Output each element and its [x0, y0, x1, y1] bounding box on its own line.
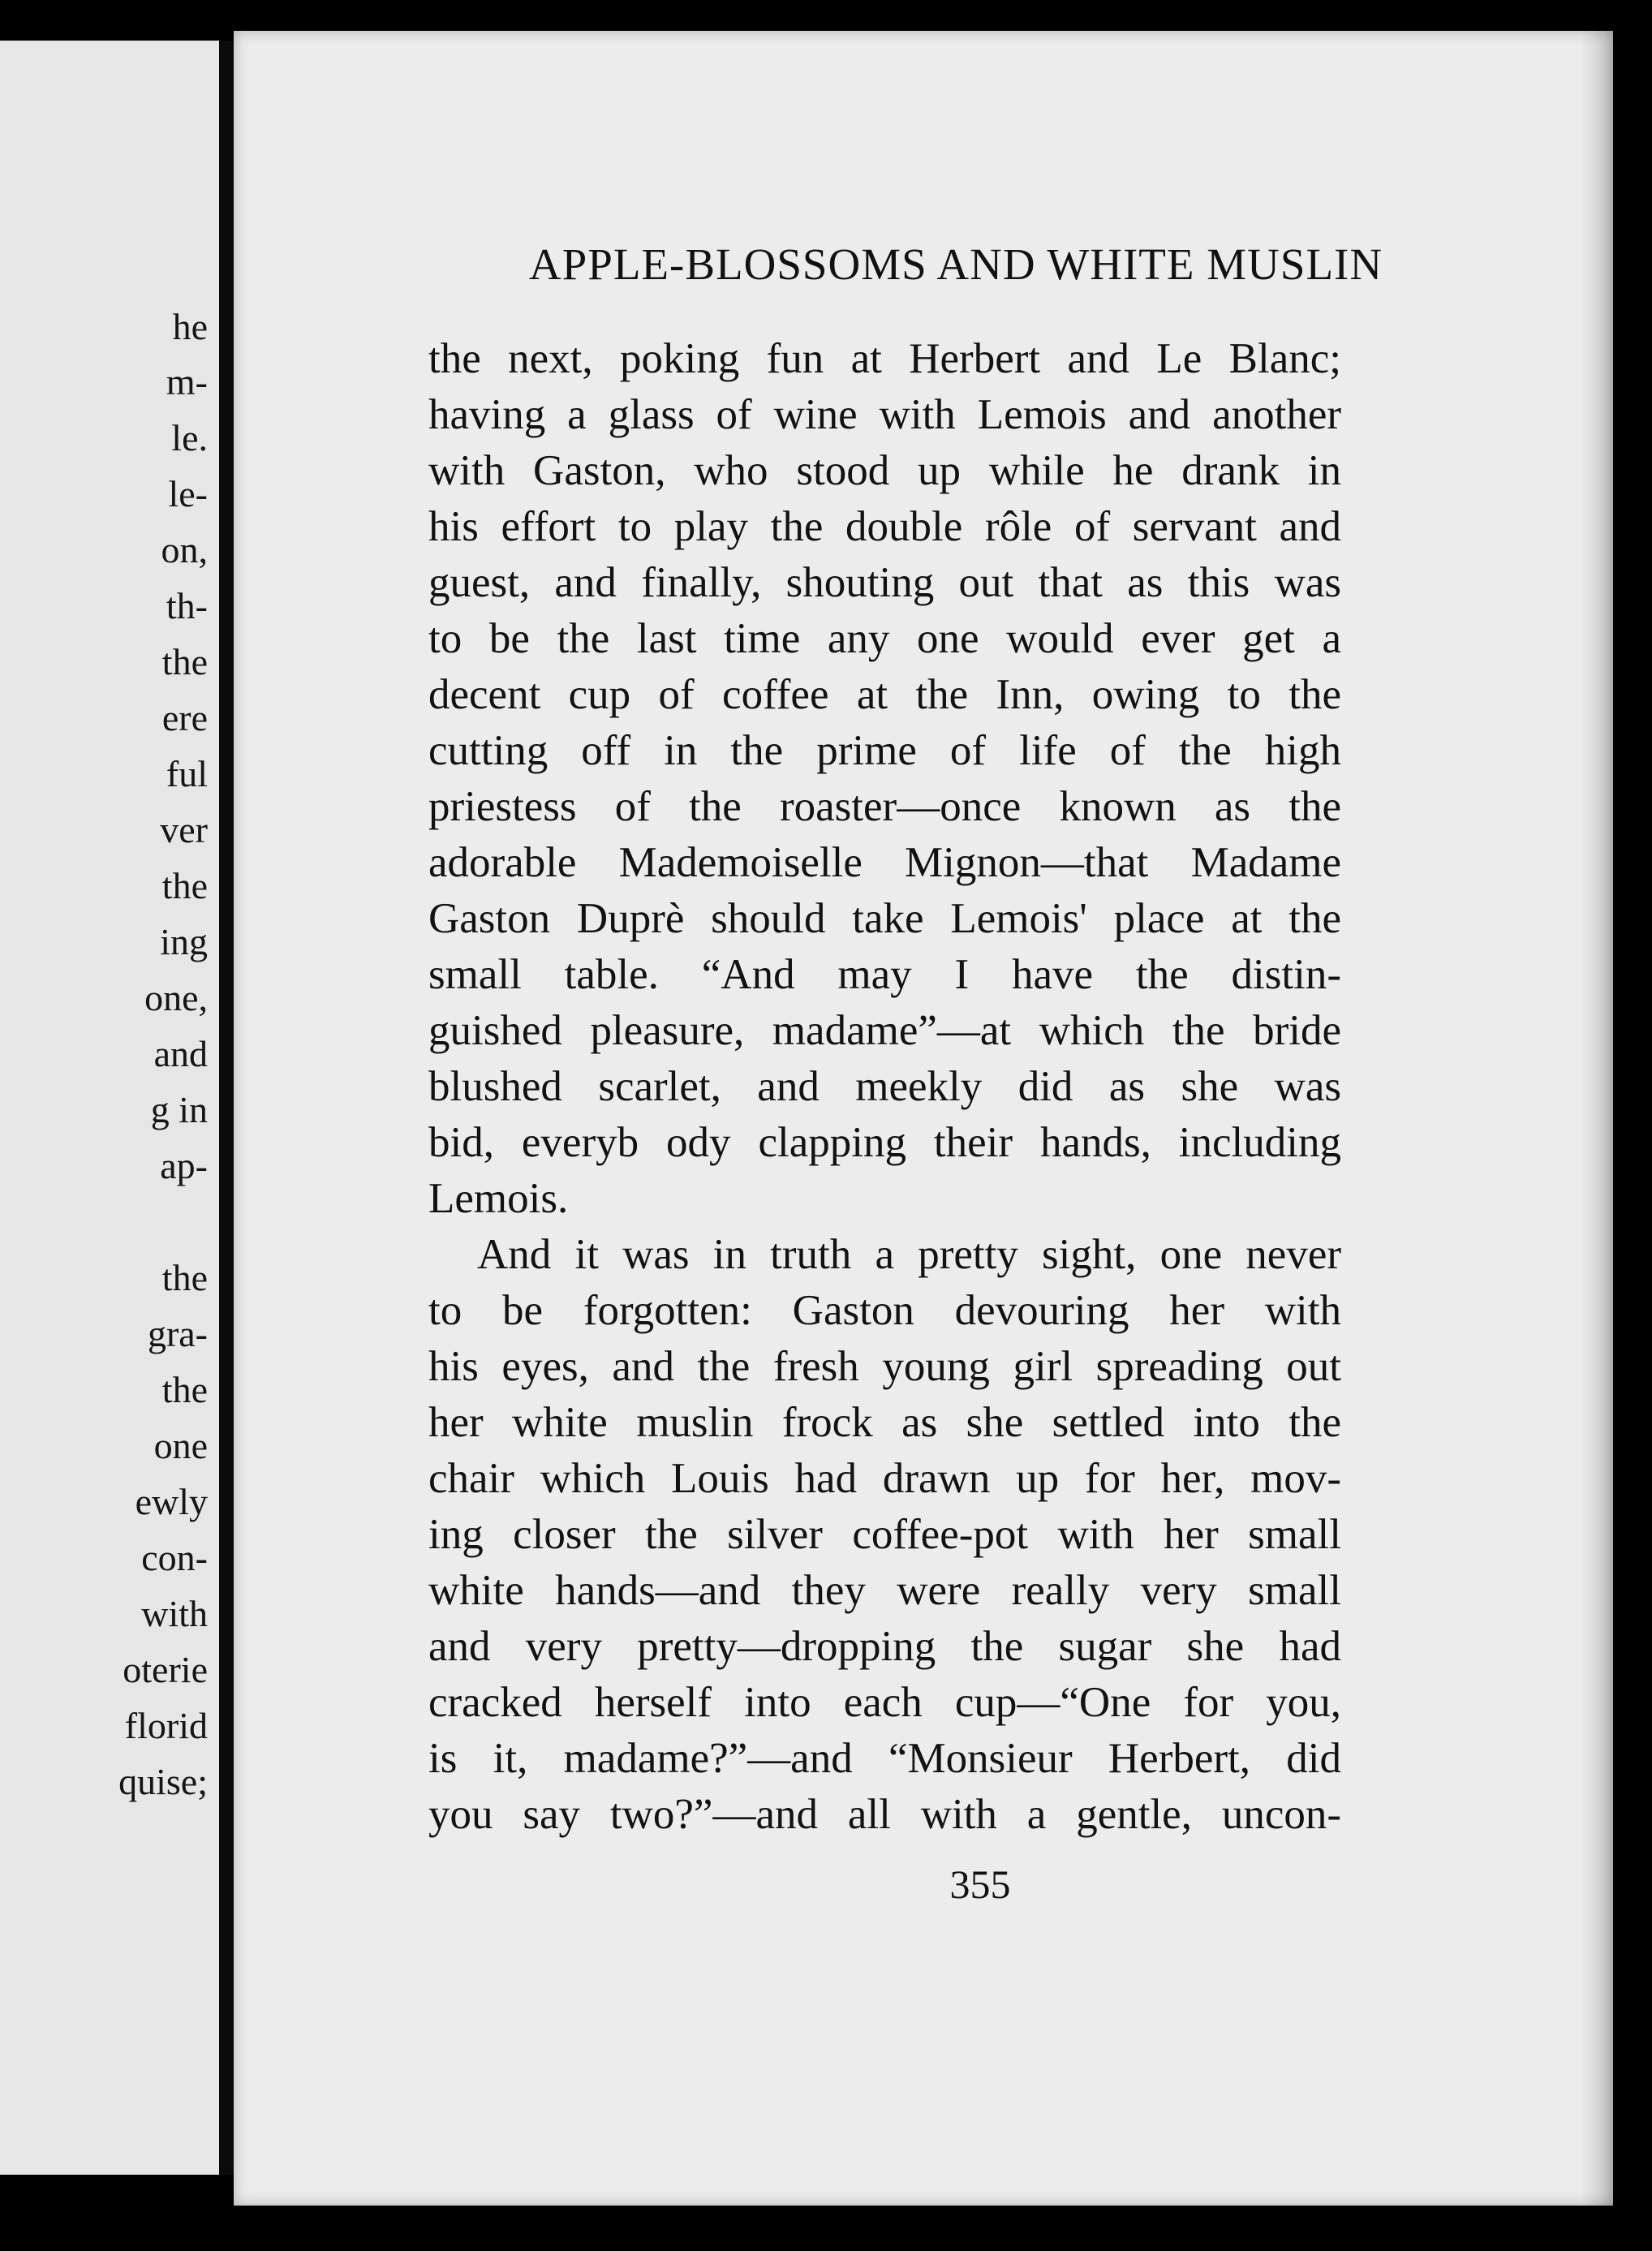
facing-page-fragment: ver — [160, 809, 208, 850]
text-line: Lemois. — [428, 1175, 569, 1222]
text-line: guest, and finally, shouting out that as this was — [428, 559, 1341, 606]
facing-page-fragment: ful — [166, 753, 208, 794]
text-line: having a glass of wine with Lemois and another — [428, 391, 1341, 438]
text-line: guished pleasure, madame”—at which the bride — [428, 1007, 1341, 1054]
facing-page-fragment: and — [153, 1033, 208, 1074]
facing-page-fragment: one — [153, 1425, 208, 1466]
text-line: white hands—and they were really very small — [428, 1567, 1341, 1614]
facing-page-fragment: with — [141, 1593, 208, 1634]
facing-page-fragment: m- — [166, 361, 208, 402]
book-page — [234, 31, 1613, 2206]
text-line: ing closer the silver coffee-pot with her small — [428, 1511, 1341, 1558]
text-line: decent cup of coffee at the Inn, owing to the — [428, 671, 1341, 718]
facing-page-fragment: ap- — [160, 1145, 208, 1186]
running-head: APPLE-BLOSSOMS AND WHITE MUSLIN — [528, 239, 1383, 289]
text-line: his effort to play the double rôle of servant and — [428, 503, 1341, 550]
facing-page-fragment: th- — [166, 585, 208, 626]
text-line: and very pretty—dropping the sugar she had — [428, 1623, 1341, 1670]
text-line: is it, madame?”—and “Monsieur Herbert, did — [428, 1735, 1341, 1782]
text-line: And it was in truth a pretty sight, one never — [477, 1231, 1341, 1278]
facing-page-fragment: ing — [160, 921, 208, 962]
text-line: you say two?”—and all with a gentle, uncon- — [428, 1791, 1341, 1838]
facing-page-fragment: he — [172, 306, 208, 347]
facing-page-fragment: the — [161, 865, 208, 906]
text-line: cracked herself into each cup—“One for you, — [428, 1679, 1341, 1726]
facing-page-fragment: ewly — [135, 1481, 208, 1522]
facing-page-fragment: on, — [161, 529, 208, 570]
text-line: the next, poking fun at Herbert and Le Blanc; — [428, 335, 1341, 382]
facing-page-fragment: le- — [168, 473, 208, 514]
text-line: small table. “And may I have the distin- — [428, 951, 1341, 998]
text-line: chair which Louis had drawn up for her, mov- — [428, 1455, 1341, 1502]
facing-page-fragment: one, — [144, 977, 208, 1018]
text-line: Gaston Duprè should take Lemois' place at the — [428, 895, 1341, 942]
text-line: with Gaston, who stood up while he drank in — [428, 447, 1341, 494]
book-gutter — [219, 41, 234, 2175]
facing-page-fragment: the — [161, 1369, 208, 1410]
facing-page-fragment: quise; — [118, 1761, 208, 1802]
text-line: cutting off in the prime of life of the high — [428, 727, 1341, 774]
facing-page-fragment: g in — [150, 1089, 208, 1130]
facing-page-fragment: ere — [161, 697, 208, 738]
text-line: bid, everyb ody clapping their hands, including — [428, 1119, 1341, 1166]
facing-page-fragment: the — [161, 1257, 208, 1298]
facing-page-fragment: gra- — [147, 1313, 208, 1354]
text-line: to be the last time any one would ever get a — [428, 615, 1341, 662]
facing-page-fragment: le. — [171, 417, 208, 458]
facing-page-fragment: the — [161, 641, 208, 682]
text-line: blushed scarlet, and meekly did as she was — [428, 1063, 1341, 1110]
text-line: to be forgotten: Gaston devouring her with — [428, 1287, 1341, 1334]
text-line: her white muslin frock as she settled into the — [428, 1399, 1341, 1446]
facing-page-left — [0, 41, 219, 2175]
facing-page-fragment: florid — [124, 1705, 208, 1746]
body-text — [428, 331, 1341, 1843]
text-line: priestess of the roaster—once known as the — [428, 783, 1341, 830]
page-edge-shadow — [1581, 31, 1613, 2206]
facing-page-fragment: con- — [141, 1537, 208, 1578]
text-line: adorable Mademoiselle Mignon—that Madame — [428, 839, 1341, 886]
text-line: his eyes, and the fresh young girl spreading out — [428, 1343, 1341, 1390]
page-number: 355 — [949, 1861, 1011, 1907]
facing-page-fragment: oterie — [123, 1649, 208, 1690]
